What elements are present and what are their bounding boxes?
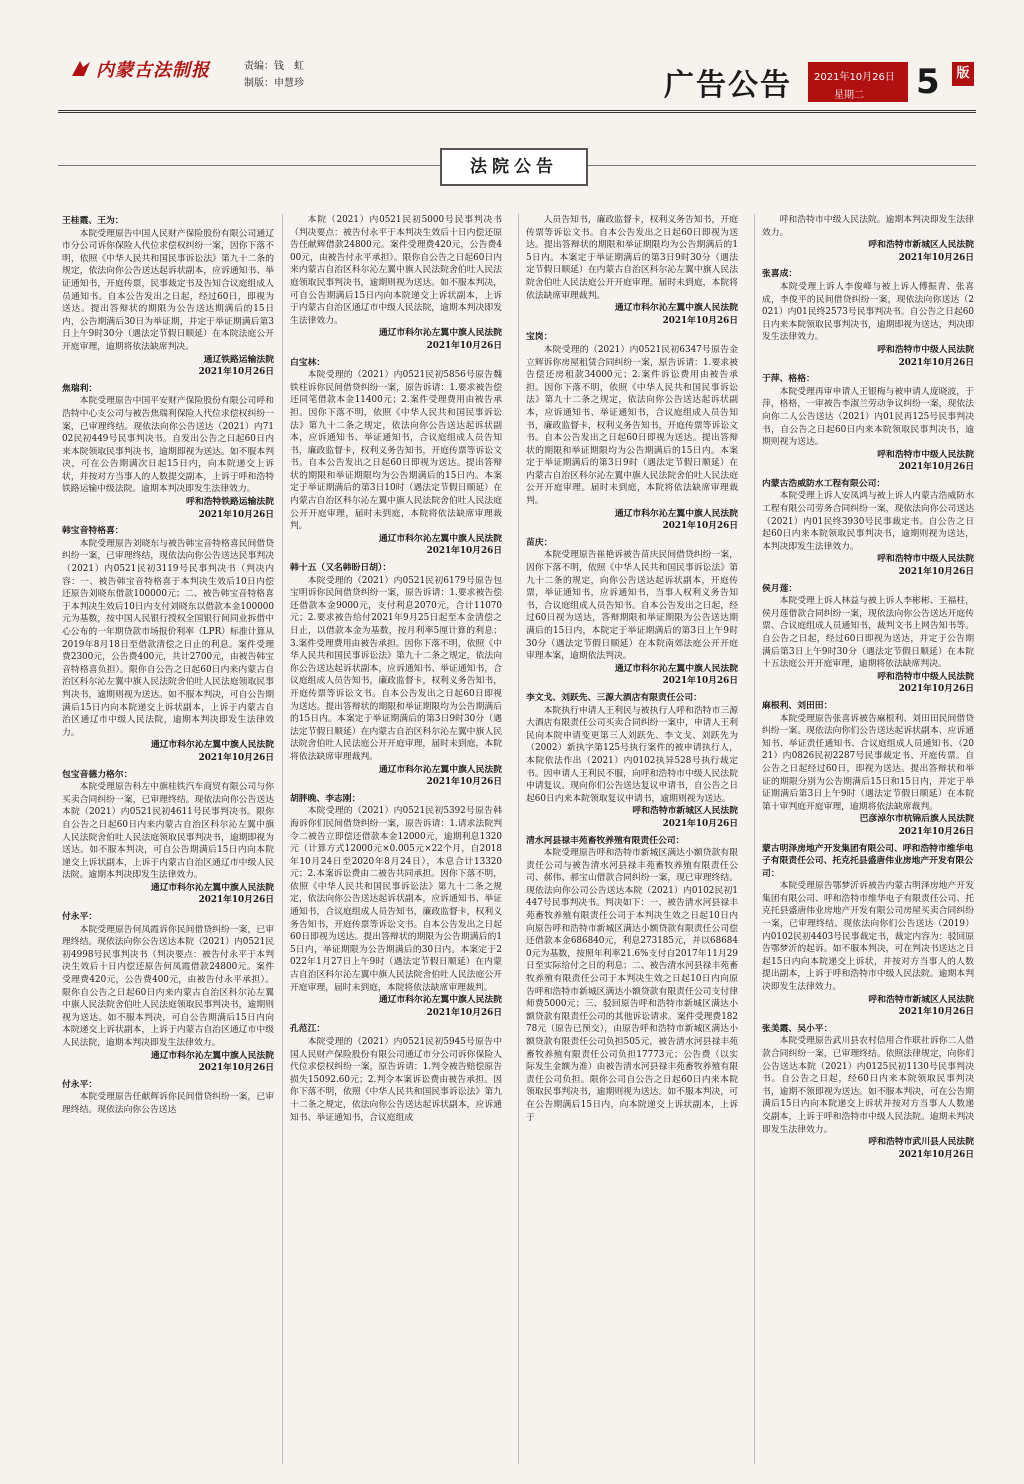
notice-court: 呼和浩特市武川县人民法院 xyxy=(868,1137,974,1148)
notice-date: 2021年10月26日 xyxy=(426,340,502,351)
notice-court: 呼和浩特市新城区人民法院 xyxy=(868,994,974,1005)
masthead-title: 内蒙古法制报 xyxy=(96,60,210,81)
notice-addressee: 张喜成： xyxy=(762,269,798,280)
notice-body: 本院受理原告刘晓东与被告韩宝音特格喜民间借贷纠纷一案，已审理终结，现依法向你公告送达民事判决（2021）内0521民初3119号民事判决书（判决内容：一、被告韩宝音特格喜于本判决生效后10日内偿还原告刘晓东借款100000元；二、被告韩宝音特格喜于本判决生效后10日内支付刘晓东以借款本金100000元为基数，按中国人民银行授权全国银行间同业拆借中心公布的一年期贷款市场报价利率（LPR）标准计算从2019年8月18日至借款清偿之日止的利息。案件受理费2300元，公告费400元，共计2700元，由被告韩宝音特格喜负担）。限你自公告之日起60日内来内蒙古自治区科尔沁左翼中旗人民法院舍伯吐人民法庭领取民事判决书，逾期则视为送达。如不服本判决，可自公告期满后15日内向本院递交上诉状副本，上诉于内蒙古自治区通辽市中级人民法院，逾期本判决即发生法律效力。 xyxy=(62,538,274,738)
notice-date: 2021年10月26日 xyxy=(662,315,738,326)
notice-item xyxy=(526,692,738,831)
notice-body: 本院受理原告鄂梦沂诉被告内蒙古明泽房地产开发集团有限公司、呼和浩特市维华电子有限责任公司、托克托县盛唐伟业房地产开发有限公司房屋买卖合同纠纷一案，已审理终结。现依法向你们公告送达（2019）内0102民初4403号民事裁定书，裁定内容为：驳回原告鄂梦沂的起诉。如不服本判决，可在判决书送达之日起15日内向本院递交上诉状，并按对方当事人的人数提出副本，上诉于呼和浩特市中级人民法院。逾期本判决即发生法律效力。 xyxy=(762,881,974,993)
page-number: 5 xyxy=(916,62,940,102)
notice-addressee: 包宝音德力格尔： xyxy=(62,769,133,780)
notice-court: 通辽市科尔沁左翼中旗人民法院 xyxy=(378,764,502,775)
notice-body: 本院受理的（2021）内0521民初6179号原告包宝明诉你民间借贷纠纷一案，原告诉请：1.要求被告偿还借款本金9000元，支付利息2070元，合计11070元；2.要求被告给付2021年9月25日起至本金清偿之日止，以借款本金为基数，按月利率5厘计算的利息；3.案件受理费用由被告承担。因你下落不明，依照《中华人民共和国民事诉讼法》第九十二条之规定，依法向你公告送达起诉状副本，应诉通知书、举证通知书，合议庭组成人员告知书，廉政监督卡，权利义务告知书，开庭传票等诉讼文书。自本公告发出之日起60日即视为送达。提出答辩状的期限和举证期限均为公告期满后的15日内。本案定于举证期满后的第3日9时30分（遇法定节假日顺延）在内蒙古自治区科尔沁左翼中旗人民法院舍伯吐人民法庭公开开庭审理，届时未到庭，本院将依法缺席审理裁判。 xyxy=(290,575,502,762)
notice-date: 2021年10月26日 xyxy=(426,777,502,788)
notice-addressee: 韩十五（又名韩盼日胡）： xyxy=(290,563,392,574)
notice-date: 2021年10月26日 xyxy=(898,567,974,578)
column-divider xyxy=(754,214,755,1464)
notice-body: 呼和浩特市中级人民法院。逾期本判决即发生法律效力。 xyxy=(762,215,974,238)
column-divider xyxy=(518,214,519,1464)
notice-body: 本院受理原告中国平安财产保险股份有限公司呼和浩特中心支公司与被告焦瑞利保险人代位求偿权纠纷一案，已审理终结。现依法向你公告送达（2021）内7102民初449号民事判决书。自发出公告之日起60日内来本院领取民事判决书，逾期即视为送达。如不服本判决，可在公告期满次日起15日内，向本院递交上诉状，并按对方当事人的人数提交副本，上诉于呼和浩特铁路运输中级法院。逾期本判决即发生法律效力。 xyxy=(62,396,274,495)
notice-court: 通辽市科尔沁左翼中旗人民法院 xyxy=(378,995,502,1006)
notice-item xyxy=(762,478,974,579)
notice-column xyxy=(62,214,274,1117)
notice-item xyxy=(526,214,738,327)
notice-addressee: 焦瑞利： xyxy=(62,383,98,394)
notice-column xyxy=(526,214,738,1124)
notice-item xyxy=(526,537,738,688)
notice-item xyxy=(762,268,974,369)
notice-body: 本院受理的（2021）内0521民初5392号原告韩海诉你们民间借贷纠纷一案，原告诉请：1.请求法院判令二被告立即偿还借款本金12000元，逾期利息1320元（计算方式12000元×0.005元×22个月，自2018年10月24日至2020年8月24日），本息合计13320元；2.本案诉讼费由二被告共同承担。因你下落不明，依照《中华人民共和国民事诉讼法》第九十二条之规定，依法向你公告送达起诉状副本，应诉通知书、举证通知书，合议庭组成人员告知书，廉政监督卡，权利义务告知书，开庭传票等诉讼文书。自本公告发出之日起60日即视为送达。提出答辩状的期限为公告期满后的15日内，举证期限为公告期满后的30日内。本案定于2022年1月27日上午9时（遇法定节假日顺延）在内蒙古自治区科尔沁左翼中旗人民法院舍伯吐人民法庭公开开庭审理，届时未到庭，本院将依法缺席审理裁判。 xyxy=(290,806,502,993)
notice-court: 通辽市科尔沁左翼中旗人民法院 xyxy=(614,663,738,674)
page-number-box xyxy=(912,62,974,102)
notice-addressee: 于萍、格格： xyxy=(762,374,815,385)
notice-item xyxy=(290,1023,502,1124)
notice-date: 2021年10月26日 xyxy=(198,895,274,906)
editor-line: 责编：钱 虹 xyxy=(244,61,304,72)
notice-addressee: 侯月莲： xyxy=(762,583,798,594)
notice-column xyxy=(290,214,502,1124)
notice-body: 本院受理上诉人李俊峰与被上诉人傅振青、张喜成，李俊平的民间借贷纠纷一案，现依法向你送达（2021）内01民终2573号民事判决书。自公告之日起60日内来本院领取民事判决书，逾期即视为送达，判决即发生法律效力。 xyxy=(762,281,974,343)
notice-addressee: 白宝林： xyxy=(290,357,326,368)
notice-court: 巴彦淖尔市杭锦后旗人民法院 xyxy=(859,814,974,825)
notice-court: 呼和浩特市中级人民法院 xyxy=(877,554,974,565)
notice-body: 本院受理上诉人安凤鸿与被上诉人内蒙古浩威防水工程有限公司劳务合同纠纷一案，现依法向你公司送达（2021）内01民终3930号民事裁定书。自公告之日起60日内来本院领取民事判决书，逾期则视为送达，本判决即发生法律效力。 xyxy=(762,491,974,552)
notice-court: 通辽市科尔沁左翼中旗人民法院 xyxy=(378,328,502,339)
notice-court: 通辽市科尔沁左翼中旗人民法院 xyxy=(150,882,274,893)
notice-addressee: 胡胖晚、李志刚： xyxy=(290,793,361,804)
notice-body: 本院受理原告崔艳诉被告苗庆民间借贷纠纷一案，因你下落不明，依照《中华人民共和国民事诉讼法》第九十二条的规定，向你公告送达起诉状副本，开庭传票，举证通知书，应诉通知书，当事人权利义务告知书，合议庭组成人员告知书。自本公告发出之日起，经过60日视为送达，答辩期限和举证期限为公告送达期满后的15日内，本院定于举证期满后的第3日上午9时30分（遇法定节假日顺延）在本院南郊法庭公开开庭审理本案，逾期依法判决。 xyxy=(526,550,738,662)
notice-addressee: 王桂霞、王为： xyxy=(62,216,124,226)
header-rule xyxy=(58,110,976,111)
notice-date: 2021年10月26日 xyxy=(198,367,274,378)
notice-body: 本院受理原告呼和浩特市新城区满达小额贷款有限责任公司与被告清水河县禄丰苑畜牧养殖有限责任公司、郝伟、郝宝山借款合同纠纷一案，现已审理终结。现依法向你公司公告送达本院（2021）内0102民初1447号民事判决书。判决如下：一、被告清水河县禄丰苑畜牧养殖有限责任公司于本判决生效之日起10日内向原告呼和浩特市新城区满达小额贷款有限责任公司偿还借款本金686840元，利息273185元，并以686840元为基数，按照年利率21.6%支付自2017年11月29日至实际给付之日的利息；二、被告清水河县禄丰苑畜牧养殖有限责任公司于本判决生效之日起10日内向原告呼和浩特市新城区满达小额贷款有限责任公司支付律师费5000元；三、驳回原告呼和浩特市新城区满达小额贷款有限责任公司的其他诉讼请求。案件受理费18278元（原告已预交），由原告呼和浩特市新城区满达小额贷款有限责任公司负担505元，被告清水河县禄丰苑畜牧养殖有限责任公司负担17773元；公告费（以实际发生金额为准）由被告清水河县禄丰苑畜牧养殖有限责任公司负担。限你公司自公告之日起60日内来本院领取民事判决书，逾期则视为送达。如不服本判决，可在公告期满后15日内，向本院递交上诉状副本，上诉于 xyxy=(526,848,738,1123)
date-box xyxy=(808,62,908,102)
notice-item xyxy=(762,373,974,474)
notice-court: 呼和浩特市新城区人民法院 xyxy=(868,240,974,251)
issue-weekday: 星期二 xyxy=(834,90,864,101)
notice-item xyxy=(62,1079,274,1117)
notice-item xyxy=(62,911,274,1075)
banner-line-left xyxy=(58,165,440,166)
notice-date: 2021年10月26日 xyxy=(426,1007,502,1018)
producer-line: 制版：申慧珍 xyxy=(244,78,304,89)
notice-court: 呼和浩特市中级人民法院 xyxy=(877,449,974,460)
notice-addressee: 张美霞、吴小平： xyxy=(762,1023,833,1034)
notice-item xyxy=(290,793,502,1020)
notice-date: 2021年10月26日 xyxy=(898,684,974,695)
notice-court: 呼和浩特市新城区人民法院 xyxy=(632,806,738,817)
notice-court: 通辽市科尔沁左翼中旗人民法院 xyxy=(614,508,738,519)
header-rule-thin xyxy=(58,112,976,113)
column-divider xyxy=(282,214,283,1464)
notice-court: 呼和浩特市中级人民法院 xyxy=(877,671,974,682)
notice-court: 通辽铁路运输法院 xyxy=(203,354,274,365)
notice-item xyxy=(762,1023,974,1162)
notice-body: 本院受理原告武川县农村信用合作联社诉你二人借款合同纠纷一案，已审理终结。依照法律规定，向你们公告送达本院（2021）内0125民初1130号民事判决书。自公告之日起，经60日内来本院领取民事判决书，逾期不领即视为送达。如不服本判决，可在公告期满后15日内向本院递交上诉状并按对方当事人人数递交副本，上诉于呼和浩特市中级人民法院。逾期未判决即发生法律效力。 xyxy=(762,1036,974,1135)
notice-item xyxy=(290,214,502,353)
notice-body: 本院受理原告科左中旗桂铁汽车商贸有限公司与你买卖合同纠纷一案，已审理终结。现依法向你公告送达本院（2021）内0521民初4611号民事判决书。限你自公告之日起60日内来内蒙古自治区科尔沁左翼中旗人民法院舍伯吐人民法庭领取民事判决书，逾期即视为送达。如不服本判决，可自公告期满后15日内向本院递交上诉状副本，上诉于内蒙古自治区通辽市中级人民法院。逾期本判决即发生法律效力。 xyxy=(62,782,274,881)
notice-date: 2021年10月26日 xyxy=(198,752,274,763)
notice-item xyxy=(762,700,974,839)
notice-body: 本院受理原告中国人民财产保险股份有限公司通辽市分公司诉你保险人代位求偿权纠纷一案，因你下落不明，依照《中华人民共和国民事诉讼法》第九十二条的规定，依法向你公告送达起诉状副本，应诉通知书、举证通知书，开庭传票，民事裁定书及告知合议庭组成人员通知书。自本公告发出之日起，经过60日，即视为送达。提出答辩状的期限为公告送达期满后的15日内，公告期满后30日为举证期，并定于举证期满后第3日上午9时30分（遇法定节假日顺延）在本院法庭公开开庭审理，逾期将依法缺席判决。 xyxy=(62,228,274,352)
court-notice-banner xyxy=(440,148,588,186)
notice-body: 本院受理的（2021）内0521民初6347号原告金立辉诉你房屋租赁合同纠纷一案，原告诉请：1.要求被告偿还房租款34000元；2.案件诉讼费用由被告承担。因你下落不明，依照《中华人民共和国民事诉讼法》第九十二条之规定，依法向你公告送达起诉状副本，应诉通知书、举证通知书，合议庭组成人员告知书，廉政监督卡，权利义务告知书，开庭传票等诉讼文书。自本公告发出之日起60日即视为送达。提出答辩状的期限和举证期限均为公告期满后的15日内。本案定于举证期满后的第3日9时（遇法定节假日顺延）在内蒙古自治区科尔沁左翼中旗人民法院舍伯吐人民法庭公开开庭审理。届时未到庭，本院将依法缺席审理裁判。 xyxy=(526,344,738,507)
notice-date: 2021年10月26日 xyxy=(426,546,502,557)
page-header xyxy=(0,0,1024,110)
notice-addressee: 蒙古明泽房地产开发集团有限公司、呼和浩特市维华电子有限责任公司、托克托县盛唐伟业房地产开发有限公司： xyxy=(762,843,974,879)
notice-date: 2021年10月26日 xyxy=(898,462,974,473)
notice-item xyxy=(526,835,738,1125)
notice-date: 2021年10月26日 xyxy=(898,357,974,368)
notice-body: 本院执行申请人王利民与被执行人呼和浩特市三源大酒店有限责任公司买卖合同纠纷一案中，申请人王利民向本院申请变更第三人刘跃先、李文戈、刘跃先为（2002）新执字第125号执行案件的被申请执行人，本院依法作出（2021）内0102执异528号执行裁定书。因申请人王利民不服，向呼和浩特市中级人民法院申请复议。现向你们公告送达复议申请书，自公告之日起60日内来本院领取复议申请书，逾期则视为送达。 xyxy=(526,705,738,804)
notice-court: 呼和浩特市中级人民法院 xyxy=(877,344,974,355)
notice-date: 2021年10月26日 xyxy=(898,1149,974,1160)
notice-item xyxy=(62,769,274,908)
notice-addressee: 麻根利、刘田田： xyxy=(762,700,833,711)
notice-addressee: 清水河县禄丰苑畜牧养殖有限责任公司： xyxy=(526,835,685,846)
notice-item xyxy=(526,331,738,533)
notice-date: 2021年10月26日 xyxy=(898,252,974,263)
notice-body: 本院受理原告何凤霞诉你民间借贷纠纷一案，已审理终结。现依法向你公告送达本院（2021）内0521民初4998号民事判决书（判决要点：被告付永平于本判决生效后十日内偿还原告何凤霞借款24800元。案件受理费420元，公告费400元，由被告付永平承担）。限你自公告之日起60日内来内蒙古自治区科尔沁左翼中旗人民法院舍伯吐人民法庭领取民事判决书，逾期则视为送达。如不服本判决，可自公告期满后15日内向本院递交上诉状副本，上诉于内蒙古自治区通辽市中级人民法院，逾期本判决即发生法律效力。 xyxy=(62,924,274,1048)
notice-item xyxy=(762,583,974,696)
notice-addressee: 李文戈、刘跃先、三源大酒店有限责任公司： xyxy=(526,692,702,703)
notice-item xyxy=(762,214,974,264)
notice-item xyxy=(290,562,502,789)
notice-date: 2021年10月26日 xyxy=(898,826,974,837)
banner-title: 法院公告 xyxy=(470,157,558,177)
notice-body: 本院受理原告张喜诉被告麻根利、刘田田民间借贷纠纷一案。现依法向你们公告送达起诉状副本、应诉通知书、举证责任通知书、合议庭组成人员通知书、（2021）内0826民初2287号民事裁定书、开庭传票。自公告之日起经过60日，即视为送达。提出答辩状和举证的期限分别为公告期满后15日和15日内，并定于举证期满后第3日上午9时（遇法定节假日顺延）在本院第十审判庭开庭审理，逾期将依法缺席裁判。 xyxy=(762,713,974,812)
notice-date: 2021年10月26日 xyxy=(898,1007,974,1018)
notice-addressee: 宝岗： xyxy=(526,332,553,343)
issue-date: 2021年10月26日 xyxy=(814,72,895,83)
notice-court: 通辽市科尔沁左翼中旗人民法院 xyxy=(378,533,502,544)
page-label: 版 xyxy=(952,62,974,86)
notice-court: 通辽市科尔沁左翼中旗人民法院 xyxy=(150,740,274,751)
notice-date: 2021年10月26日 xyxy=(662,521,738,532)
notice-court: 呼和浩特铁路运输法院 xyxy=(186,497,274,508)
notice-addressee: 内蒙古浩威防水工程有限公司： xyxy=(762,478,886,489)
notice-addressee: 韩宝音特格喜： xyxy=(62,526,124,537)
notice-item xyxy=(290,357,502,559)
notice-item xyxy=(62,215,274,379)
notice-addressee: 苗庆： xyxy=(526,537,553,548)
notice-addressee: 付永平： xyxy=(62,1079,98,1090)
notice-body: 本院受理原告任献辉诉你民间借贷纠纷一案，已审理终结。现依法向你公告送达 xyxy=(62,1092,274,1115)
notice-addressee: 付永平： xyxy=(62,912,98,923)
notice-court: 通辽市科尔沁左翼中旗人民法院 xyxy=(614,303,738,314)
notice-date: 2021年10月26日 xyxy=(198,1063,274,1074)
notice-date: 2021年10月26日 xyxy=(662,818,738,829)
notice-item xyxy=(762,843,974,1019)
section-title: 广告公告 xyxy=(664,68,792,103)
notice-item xyxy=(62,525,274,764)
notice-addressee: 孔范江： xyxy=(290,1024,326,1035)
notice-body: 本院受理的（2021）内0521民初5856号原告魏铁柱诉你民间借贷纠纷一案，原告诉请：1.要求被告偿还同笔借款本金11400元；2.案件受理费用由被告承担。因你下落不明，依照《中华人民共和国民事诉讼法》第九十二条之规定，依法向你公告送达起诉状副本，应诉通知书、举证通知书，合议庭组成人员告知书，廉政监督卡，权利义务告知书，开庭传票等诉讼文书。自本公告发出之日起60日即视为送达。提出答辩状的期限和举证期限均为公告期满后的15日内。本案定于举证期满后的第3日10时（遇法定节假日顺延）在内蒙古自治区科尔沁左翼中旗人民法院舍伯吐人民法庭公开开庭审理，届时未到庭，本院将依法缺席审理裁判。 xyxy=(290,370,502,532)
masthead xyxy=(70,56,210,82)
notice-date: 2021年10月26日 xyxy=(198,509,274,520)
newspaper-logo-icon xyxy=(70,59,92,79)
notice-column xyxy=(762,214,974,1165)
notice-body: 本院受理上诉人林益与被上诉人李彬彬、王福柱，侯月莲借款合同纠纷一案，现依法向你公告送达开庭传票、合议庭组成人员通知书，裁判文书上网告知书等。自公告之日起，经过60日即视为送达，并定于公告期满后第3日上午9时30分（遇法定节假日顺延）在本院十五法庭公开开庭审理，逾期将依法缺席判决。 xyxy=(762,596,974,670)
notice-body: 人员告知书，廉政监督卡，权利义务告知书，开庭传票等诉讼文书。自本公告发出之日起60日即视为送达。提出答辩状的期限和举证期限均为公告期满后的15日内。本案定于举证期满后的第3日9时30分（遇法定节假日顺延）在内蒙古自治区科尔沁左翼中旗人民法院舍伯吐人民法庭公开开庭审理。届时未到庭，本院将依法缺席审理裁判。 xyxy=(526,215,738,301)
notice-court: 通辽市科尔沁左翼中旗人民法院 xyxy=(150,1050,274,1061)
notice-item xyxy=(62,383,274,522)
notice-date: 2021年10月26日 xyxy=(662,676,738,687)
editor-credits xyxy=(244,58,304,92)
notice-body: 本院受理再审申请人王银梅与被申请人庞晓波，于萍，格格，一审被告李淑兰劳动争议纠纷一案，现依法向你二人公告送达（2021）内01民再125号民事判决书，自公告之日起60日内来本院领取民事判决书，逾期则视为送达。 xyxy=(762,386,974,448)
notice-body: 本院受理的（2021）内0521民初5945号原告中国人民财产保险股份有限公司通辽市分公司诉你保险人代位求偿权纠纷一案，原告诉请：1.判令被告赔偿原告损失15092.60元；2.判令本案诉讼费由被告承担。因你下落不明，依照《中华人民共和国民事诉讼法》第九十二条之规定，依法向你公告送达起诉状副本，应诉通知书、举证通知书，合议庭组成 xyxy=(290,1037,502,1123)
banner-line-right xyxy=(586,165,976,166)
notice-body: 本院（2021）内0521民初5000号民事判决书（判决要点：被告付永平于本判决生效后十日内偿还原告任献辉借款24800元。案件受理费420元，公告费400元，由被告付永平承担）。限你自公告之日起60日内来内蒙古自治区科尔沁左翼中旗人民法院舍伯吐人民法庭领取民事判决书，逾期则视为送达。如不服本判决，可自公告期满后15日内向本院递交上诉状副本，上诉于内蒙古自治区通辽市中级人民法院，逾期本判决即发生法律效力。 xyxy=(290,215,502,326)
